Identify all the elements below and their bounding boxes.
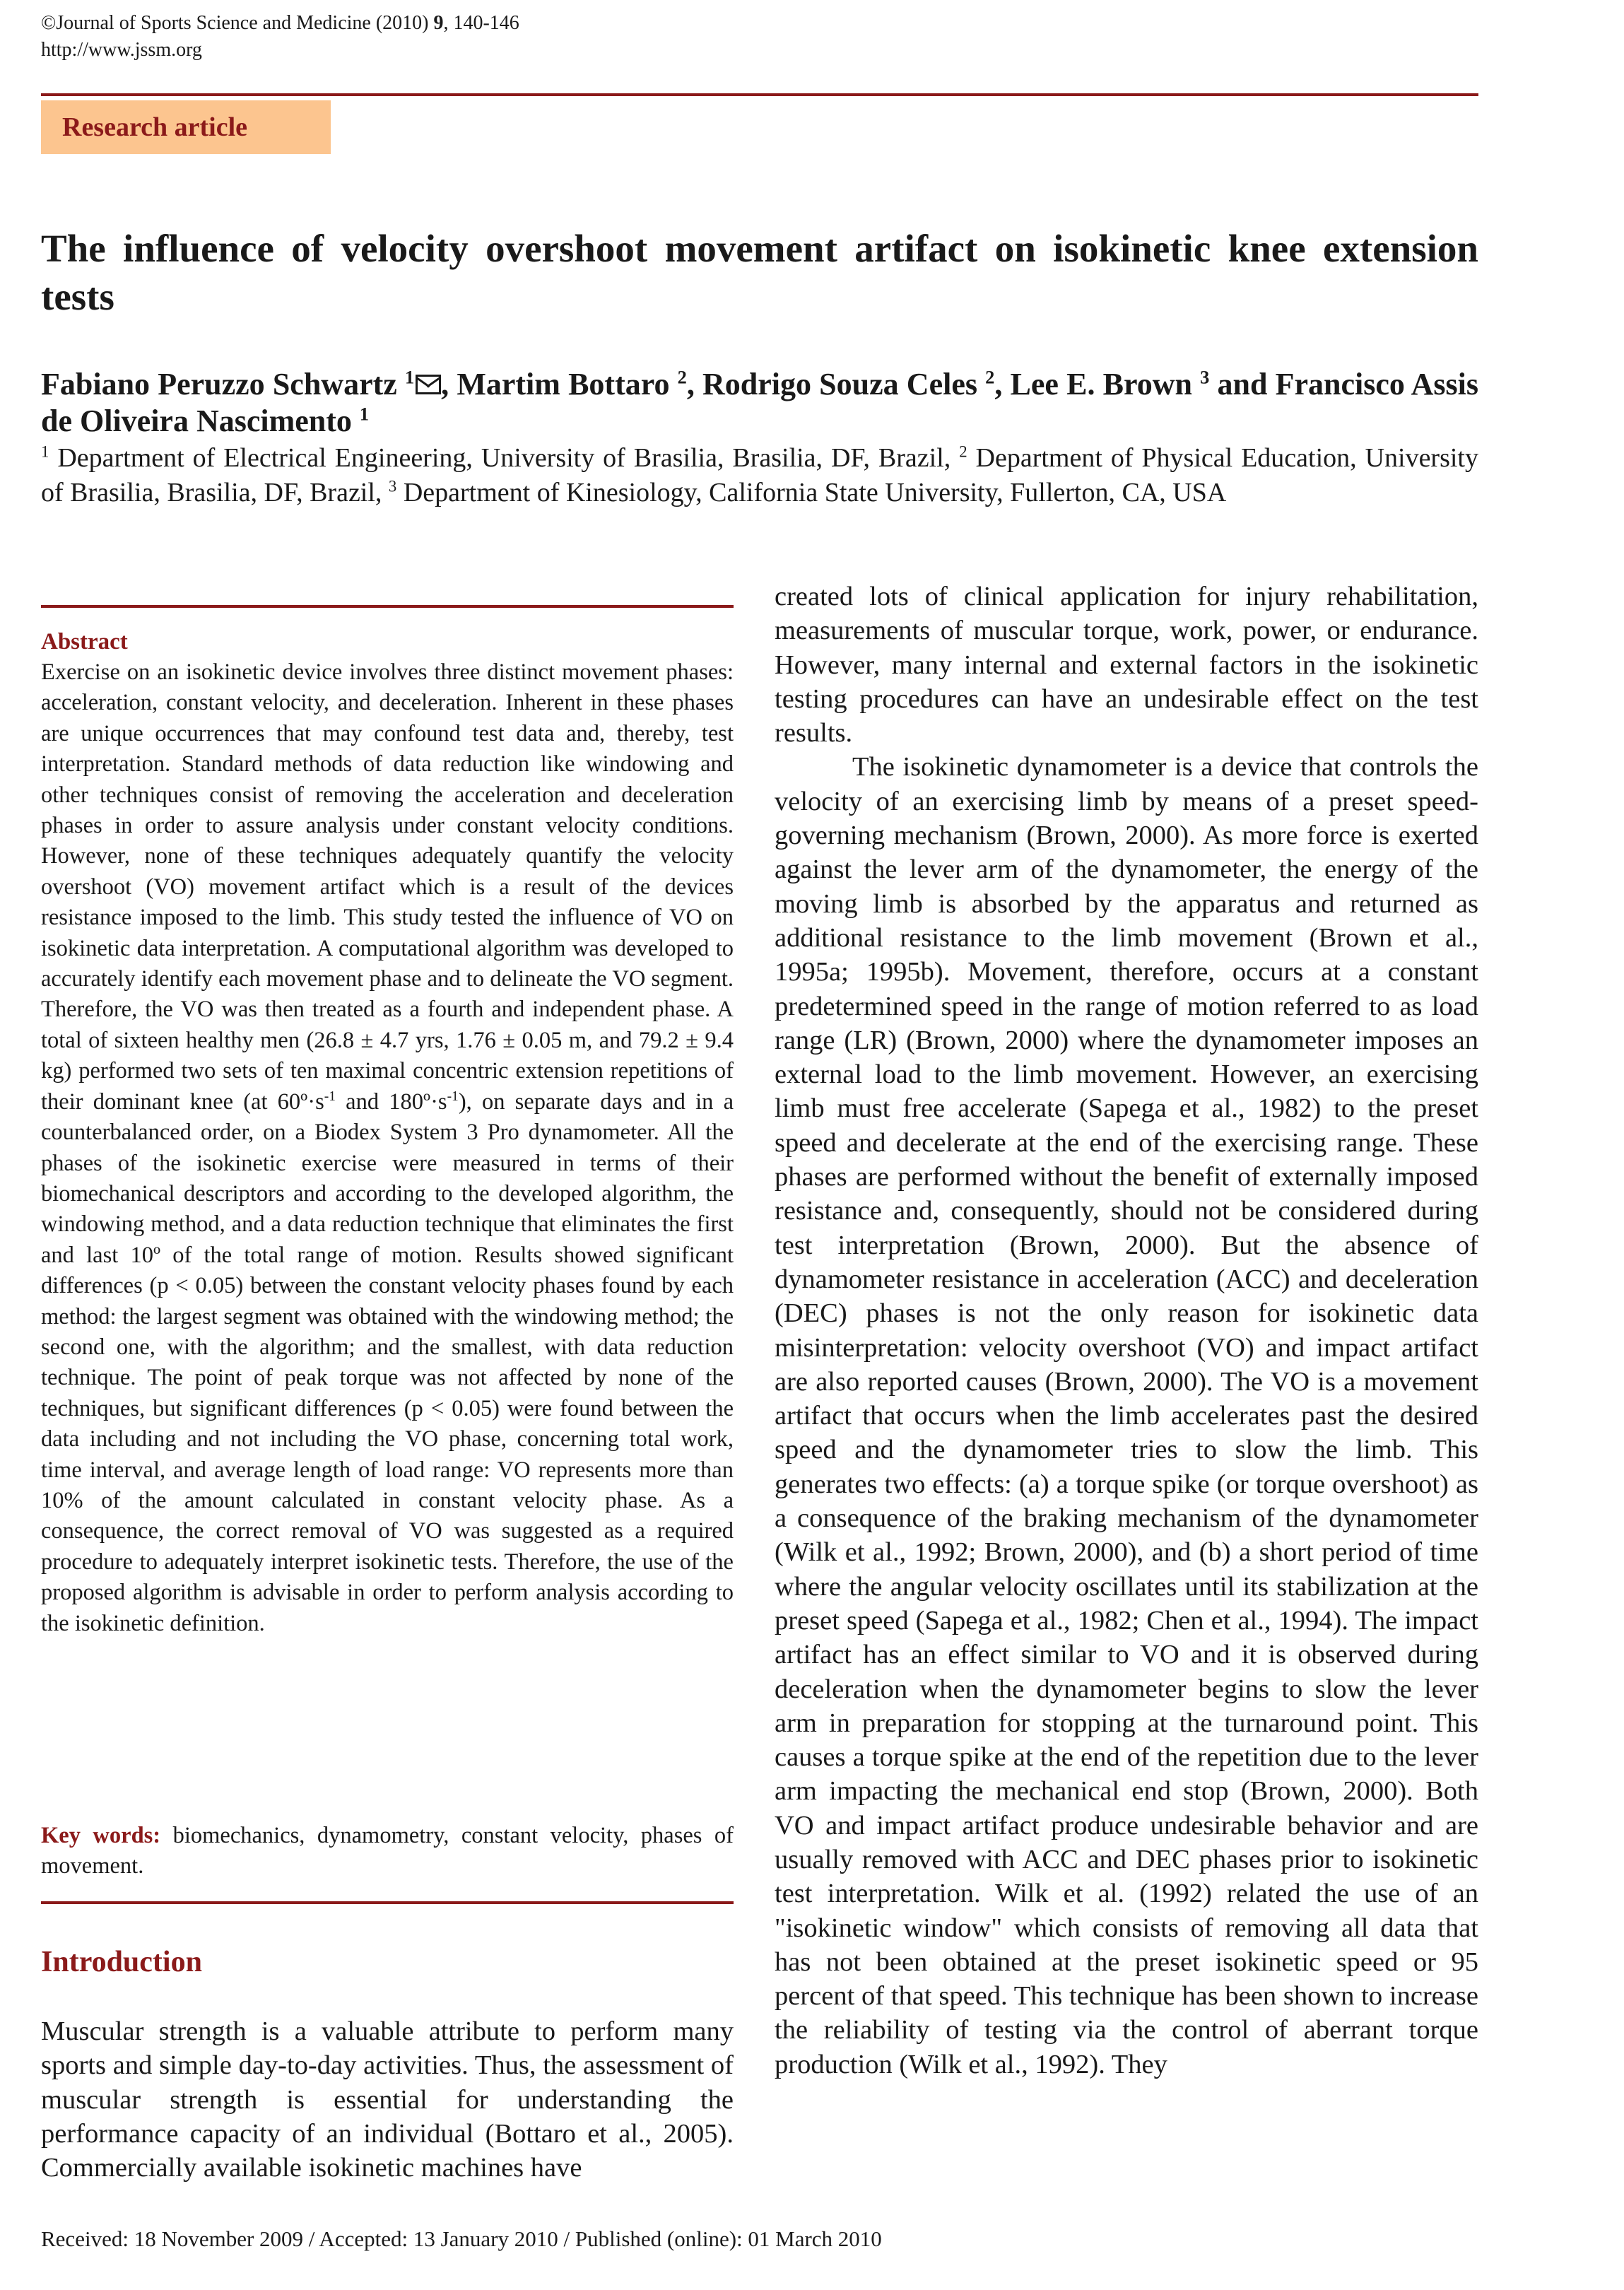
introduction-left-text: Muscular strength is a valuable attribute to perform many sports and simple day-to-day activities. Thus, the assessment of muscular strength is essential for understanding the performance capacity of an individual (Bottaro et al., 2005). Commercially available isokinetic machines have [41, 2016, 734, 2183]
abstract-bottom-rule [41, 1901, 734, 1904]
journal-citation: ©Journal of Sports Science and Medicine (2010) 9, 140-146 [41, 12, 519, 34]
introduction-heading: Introduction [41, 1946, 202, 1978]
keywords: Key words: biomechanics, dynamometry, constant velocity, phases of movement. [41, 1823, 734, 1879]
email-envelope-icon[interactable] [416, 375, 441, 394]
journal-url[interactable]: http://www.jssm.org [41, 39, 202, 61]
article-title: The influence of velocity overshoot movement artifact on isokinetic knee extension tests [41, 227, 1478, 318]
intro-paragraph-1: created lots of clinical application for injury rehabilitation, measurements of muscular torque, work, power, or endurance. However, many internal and external factors in the isokinetic testing procedures can have an undesirable effect on the test results. [775, 582, 1478, 748]
header-rule [41, 93, 1478, 96]
keywords-label: Key words: [41, 1823, 161, 1848]
journal-header [41, 10, 519, 64]
author-list: Fabiano Peruzzo Schwartz $^1$ , Martim Bottaro $^2$, Rodrigo Souza Celes $^2$, Lee E. Brown $^3$ and Francisco Assis de Oliveira Nascimento $^1$ [41, 366, 1478, 438]
article-type-badge: Research article [41, 100, 331, 154]
abstract-text: Exercise on an isokinetic device involves three distinct movement phases: acceleration, constant velocity, and deceleration. Inherent in these phases are unique occurrences that may confound test data and, thereby, test interpretation. Standard methods of data reduction like windowing and other techniques consist of removing the acceleration and deceleration phases in order to assure analysis under constant velocity conditions. However, none of these techniques adequately quantify the velocity overshoot (VO) movement artifact which is a result of the devices resistance imposed to the limb. This study tested the influence of VO on isokinetic data interpretation. A computational algorithm was developed to accurately identify each movement phase and to delineate the VO segment. Therefore, the VO was then treated as a fourth and independent phase. A total of sixteen healthy men (26.8 ± 4.7 yrs, 1.76 ± 0.05 m, and 79.2 ± 9.4 kg) performed two sets of ten maximal concentric extension repetitions of their dominant knee (at $60º\cdot s^{-1}$ and $180º\cdot s^{-1}$), on separate days and in a counterbalanced order, on a Biodex System 3 Pro dynamometer. All the phases of the isokinetic exercise were measured in terms of their biomechanical descriptors and according to the developed algorithm, the windowing method, and a data reduction technique that eliminates the first and last 10º of the total range of motion. Results showed significant differences (p < 0.05) between the constant velocity phases found by each method: the largest segment was obtained with the windowing method; the second one, with the algorithm; and the smallest, with data reduction technique. The point of peak torque was not affected by none of the techniques, but significant differences (p < 0.05) were found between the data including and not including the VO phase, concerning total work, time interval, and average length of load range: VO represents more than 10% of the amount calculated in constant velocity phase. As a consequence, the correct removal of VO was suggested as a required procedure to adequately interpret isokinetic tests. Therefore, the use of the proposed algorithm is advisable in order to perform analysis according to the isokinetic definition. [41, 659, 734, 1636]
affiliations: $^1$ Department of Electrical Engineering, University of Brasilia, Brasilia, DF, Brazil, $^2$ Department of Physical Education, University of Brasilia, Brasilia, DF, Brazil, $^3$ Department of Kinesiology, California State University, Fullerton, CA, USA [41, 442, 1478, 507]
abstract-top-rule [41, 605, 734, 608]
right-column [775, 580, 1478, 2081]
abstract-heading: Abstract [41, 629, 128, 654]
intro-paragraph-2: The isokinetic dynamometer is a device that controls the velocity of an exercising limb by means of a preset speed-governing mechanism (Brown, 2000). As more force is exerted against the lever arm of the dynamometer, the energy of the moving limb is absorbed by the apparatus and returned as additional resistance to the limb movement (Brown et al., 1995a; 1995b). Movement, therefore, occurs at a constant predetermined speed in the range of motion referred to as load range (LR) (Brown, 2000) where the dynamometer imposes an external load to the limb movement. However, an exercising limb must free accelerate (Sapega et al., 1982) to the preset speed and decelerate at the end of the exercising range. These phases are performed without the benefit of externally imposed resistance and, consequently, should not be considered during test interpretation (Brown, 2000). But the absence of dynamometer resistance in acceleration (ACC) and deceleration (DEC) phases is not the only reason for isokinetic data misinterpretation: velocity overshoot (VO) and impact artifact are also reported causes (Brown, 2000). The VO is a movement artifact that occurs when the limb accelerates past the desired speed and the dynamometer tries to slow the limb. This generates two effects: (a) a torque spike (or torque overshoot) as a consequence of the braking mechanism of the dynamometer (Wilk et al., 1992; Brown, 2000), and (b) a short period of time where the angular velocity oscillates until its stabilization at the preset speed (Sapega et al., 1982; Chen et al., 1994). The impact artifact has an effect similar to VO and it is observed during deceleration when the dynamometer begins to slow the lever arm in preparation for stopping at the turnaround point. This causes a torque spike at the end of the repetition due to the lever arm impacting the mechanical end stop (Brown, 2000). Both VO and impact artifact produce undesirable behavior and are usually removed with ACC and DEC phases prior to isokinetic test interpretation. Wilk et al. (1992) related the use of an "isokinetic window" which consists of removing all data that has not been obtained at the preset isokinetic speed or 95 percent of that speed. This technique has been shown to increase the reliability of testing via the control of aberrant torque production (Wilk et al., 1992). They [775, 752, 1478, 2079]
received-dates-footer: Received: 18 November 2009 / Accepted: 13 January 2010 / Published (online): 01 March 2010 [41, 2226, 882, 2251]
